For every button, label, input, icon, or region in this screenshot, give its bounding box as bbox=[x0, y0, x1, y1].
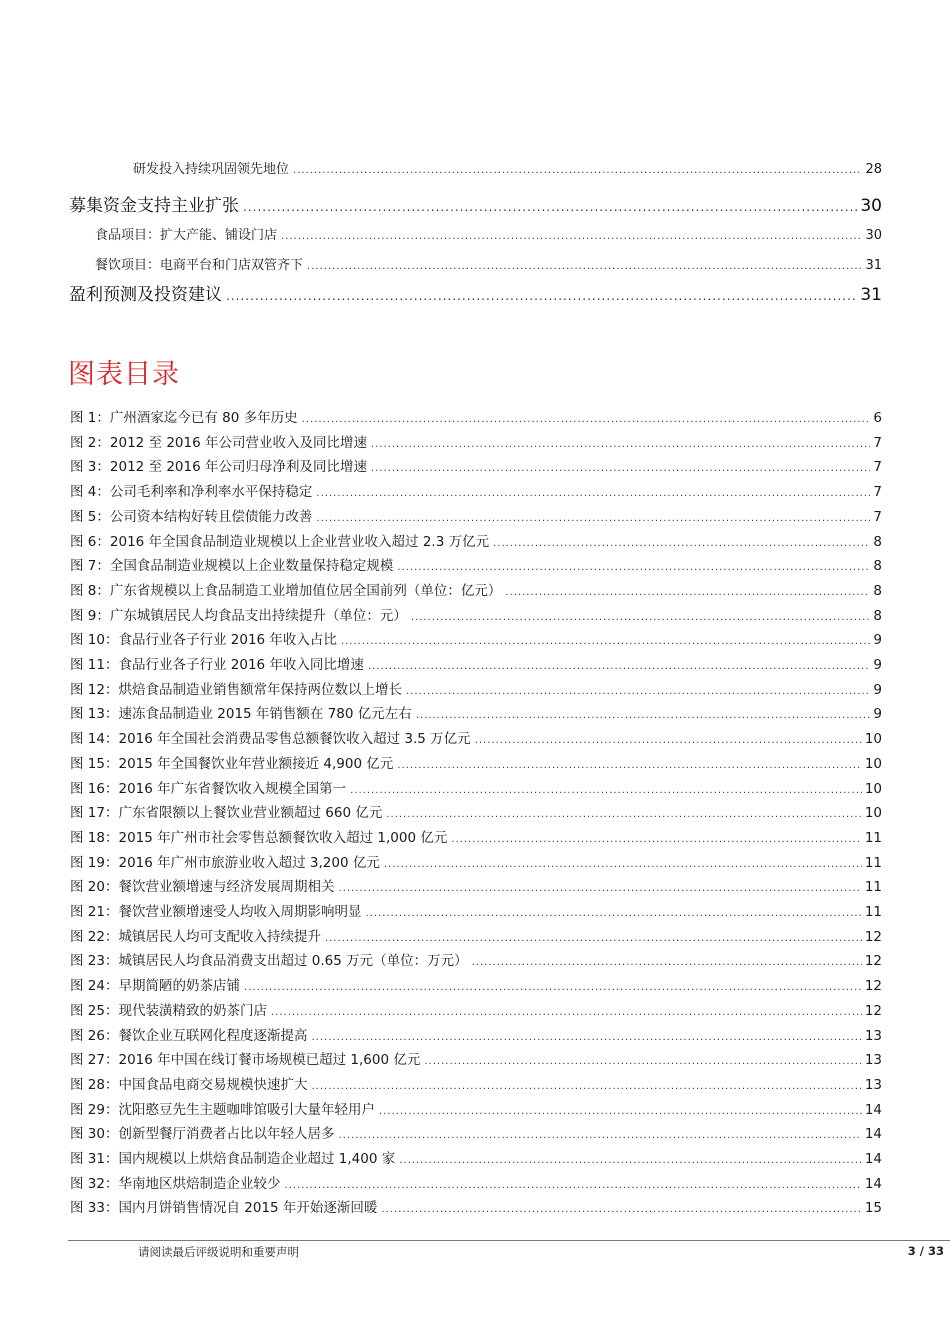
figure-page: 14 bbox=[864, 1175, 882, 1192]
figure-leader-dots bbox=[411, 608, 871, 628]
figure-page: 14 bbox=[864, 1151, 882, 1167]
toc-entry-title: 餐饮项目：电商平台和门店双管齐下 bbox=[95, 258, 304, 273]
toc-leader-dots bbox=[243, 195, 857, 219]
figure-label: 图 28： bbox=[70, 1076, 119, 1093]
figure-label: 图 32： bbox=[70, 1175, 119, 1192]
figure-entry[interactable] bbox=[70, 1198, 882, 1218]
figure-page: 12 bbox=[864, 1002, 882, 1019]
figure-entry[interactable] bbox=[70, 581, 882, 601]
figure-label: 图 31： bbox=[70, 1151, 119, 1167]
figure-title: 餐饮营业额增速与经济发展周期相关 bbox=[118, 879, 335, 896]
figure-label: 图 16： bbox=[70, 780, 119, 797]
figure-entry[interactable] bbox=[70, 779, 882, 799]
figure-title: 餐饮营业额增速受人均收入周期影响明显 bbox=[118, 904, 362, 920]
figure-label: 图 1： bbox=[70, 410, 110, 426]
toc-entry-fundraising[interactable] bbox=[69, 194, 882, 218]
figure-label: 图 19： bbox=[70, 854, 119, 871]
figure-page: 7 bbox=[873, 508, 882, 525]
figure-entry[interactable] bbox=[70, 1026, 882, 1046]
toc-entry-title: 盈利预测及投资建议 bbox=[69, 285, 222, 305]
figure-leader-dots bbox=[424, 1052, 861, 1072]
toc-entry-title: 募集资金支持主业扩张 bbox=[69, 196, 239, 216]
figure-leader-dots bbox=[371, 459, 870, 479]
figure-title: 2016 年全国社会消费品零售总额餐饮收入超过 3.5 万亿元 bbox=[118, 731, 471, 748]
figure-leader-dots bbox=[365, 904, 861, 924]
figure-entry[interactable] bbox=[70, 556, 882, 576]
figure-page: 9 bbox=[873, 681, 882, 698]
figure-title: 公司资本结构好转且偿债能力改善 bbox=[109, 508, 313, 525]
figure-label: 图 12： bbox=[70, 681, 119, 698]
figure-page: 13 bbox=[864, 1027, 882, 1044]
figure-page: 15 bbox=[864, 1200, 882, 1217]
toc-leader-dots bbox=[307, 257, 862, 277]
figure-leader-dots bbox=[338, 879, 861, 899]
figure-label: 图 33： bbox=[70, 1200, 119, 1217]
toc-entry-page: 30 bbox=[865, 228, 882, 243]
figure-page: 9 bbox=[873, 706, 882, 723]
figure-title: 烘焙食品制造业销售额常年保持两位数以上增长 bbox=[118, 681, 402, 698]
figure-title: 2016 年中国在线订餐市场规模已超过 1,600 亿元 bbox=[118, 1052, 421, 1069]
figure-title: 广东省限额以上餐饮业营业额超过 660 亿元 bbox=[118, 805, 383, 822]
figure-leader-dots bbox=[397, 756, 861, 776]
figure-label: 图 8： bbox=[70, 582, 110, 599]
figure-title: 沈阳憨豆先生主题咖啡馆吸引大量年轻用户 bbox=[118, 1101, 375, 1118]
figure-page: 10 bbox=[864, 755, 882, 772]
figure-page: 10 bbox=[864, 780, 882, 797]
figure-title: 食品行业各子行业 2016 年收入同比增速 bbox=[118, 657, 364, 673]
figure-page: 8 bbox=[873, 558, 882, 575]
figure-leader-dots bbox=[284, 1176, 861, 1196]
figure-label: 图 15： bbox=[70, 755, 119, 772]
figure-entry[interactable] bbox=[70, 482, 882, 502]
figure-label: 图 6： bbox=[70, 533, 110, 550]
figure-title: 公司毛利率和净利率水平保持稳定 bbox=[109, 484, 313, 501]
figure-entry[interactable] bbox=[70, 1149, 882, 1169]
figure-leader-dots bbox=[341, 632, 870, 652]
figure-label: 图 5： bbox=[70, 508, 110, 525]
figure-label: 图 17： bbox=[70, 805, 119, 822]
figure-page: 8 bbox=[873, 582, 882, 599]
footer-divider bbox=[68, 1240, 950, 1241]
toc-entry-page: 28 bbox=[865, 162, 882, 177]
figure-label: 图 11： bbox=[70, 657, 119, 673]
figure-leader-dots bbox=[271, 1003, 862, 1023]
figure-label: 图 2： bbox=[70, 434, 110, 451]
figure-label: 图 27： bbox=[70, 1052, 119, 1069]
figure-page: 12 bbox=[864, 928, 882, 945]
figures-heading: 图表目录 bbox=[68, 359, 180, 390]
figure-leader-dots bbox=[371, 435, 870, 455]
figure-entry[interactable] bbox=[70, 1075, 882, 1095]
figure-leader-dots bbox=[399, 1151, 862, 1171]
toc-leader-dots bbox=[226, 284, 857, 308]
footer-disclaimer: 请阅读最后评级说明和重要声明 bbox=[138, 1245, 299, 1259]
figure-label: 图 4： bbox=[70, 484, 110, 501]
figure-leader-dots bbox=[368, 657, 870, 677]
figure-page: 8 bbox=[873, 607, 882, 624]
figure-leader-dots bbox=[505, 583, 870, 603]
figure-title: 广东城镇居民人均食品支出持续提升（单位：元） bbox=[109, 607, 407, 624]
figure-title: 食品行业各子行业 2016 年收入占比 bbox=[118, 632, 337, 649]
figure-label: 图 23： bbox=[70, 953, 119, 970]
figure-leader-dots bbox=[406, 682, 870, 702]
figure-entry[interactable] bbox=[70, 877, 882, 897]
figure-entry[interactable] bbox=[70, 951, 882, 971]
figure-page: 13 bbox=[864, 1052, 882, 1069]
figure-title: 2015 年全国餐饮业年营业额接近 4,900 亿元 bbox=[118, 755, 394, 772]
figure-page: 8 bbox=[873, 533, 882, 550]
figure-label: 图 9： bbox=[70, 607, 110, 624]
figure-title: 中国食品电商交易规模快速扩大 bbox=[118, 1076, 308, 1093]
figure-label: 图 3： bbox=[70, 459, 110, 476]
figure-entry[interactable] bbox=[70, 457, 882, 477]
figure-title: 2015 年广州市社会零售总额餐饮收入超过 1,000 亿元 bbox=[118, 829, 448, 846]
footer-page-number: 3 / 33 bbox=[907, 1244, 944, 1258]
figure-leader-dots bbox=[386, 805, 861, 825]
figure-label: 图 21： bbox=[70, 904, 119, 920]
figure-entry[interactable] bbox=[70, 729, 882, 749]
figure-title: 城镇居民人均食品消费支出超过 0.65 万元（单位：万元） bbox=[118, 953, 468, 970]
figure-leader-dots bbox=[451, 830, 861, 850]
figure-label: 图 29： bbox=[70, 1101, 119, 1118]
figure-label: 图 20： bbox=[70, 879, 119, 896]
figure-title: 创新型餐厅消费者占比以年轻人居多 bbox=[118, 1126, 335, 1143]
figure-title: 2012 至 2016 年公司营业收入及同比增速 bbox=[109, 434, 367, 451]
figure-page: 10 bbox=[864, 805, 882, 822]
figure-title: 国内月饼销售情况自 2015 年开始逐渐回暖 bbox=[118, 1200, 378, 1217]
figure-page: 14 bbox=[864, 1101, 882, 1118]
figure-entry[interactable] bbox=[70, 853, 882, 873]
figure-page: 11 bbox=[864, 854, 882, 871]
figure-title: 2016 年全国食品制造业规模以上企业营业收入超过 2.3 万亿元 bbox=[109, 533, 490, 550]
figure-entry[interactable] bbox=[70, 1001, 882, 1021]
figure-label: 图 14： bbox=[70, 731, 119, 748]
figure-entry[interactable] bbox=[70, 902, 882, 922]
toc-entry-page: 30 bbox=[860, 196, 882, 216]
figure-title: 广州酒家迄今已有 80 多年历史 bbox=[109, 410, 298, 426]
figure-page: 12 bbox=[864, 978, 882, 995]
figure-entry[interactable] bbox=[70, 803, 882, 823]
figure-entry[interactable] bbox=[70, 1100, 882, 1120]
figure-page: 9 bbox=[873, 632, 882, 649]
figure-label: 图 22： bbox=[70, 928, 119, 945]
figure-title: 速冻食品制造业 2015 年销售额在 780 亿元左右 bbox=[118, 706, 412, 723]
toc-entry-title: 食品项目：扩大产能、铺设门店 bbox=[95, 228, 278, 243]
figure-page: 7 bbox=[873, 434, 882, 451]
figure-entry[interactable] bbox=[70, 680, 882, 700]
figure-label: 图 25： bbox=[70, 1002, 119, 1019]
figure-label: 图 13： bbox=[70, 706, 119, 723]
figure-leader-dots bbox=[493, 534, 870, 554]
figure-leader-dots bbox=[475, 731, 862, 751]
figure-entry[interactable] bbox=[70, 606, 882, 626]
figure-page: 9 bbox=[873, 657, 882, 673]
figure-title: 2012 至 2016 年公司归母净利及同比增速 bbox=[109, 459, 367, 476]
figure-leader-dots bbox=[244, 978, 862, 998]
figure-entry[interactable] bbox=[70, 828, 882, 848]
figure-page: 11 bbox=[864, 904, 882, 920]
figure-title: 2016 年广州市旅游业收入超过 3,200 亿元 bbox=[118, 854, 380, 871]
figure-leader-dots bbox=[384, 855, 862, 875]
figure-page: 10 bbox=[864, 731, 882, 748]
figure-title: 国内规模以上烘焙食品制造企业超过 1,400 家 bbox=[118, 1151, 396, 1167]
figure-leader-dots bbox=[316, 484, 870, 504]
figure-label: 图 7： bbox=[70, 558, 110, 575]
figure-page: 14 bbox=[864, 1126, 882, 1143]
figure-title: 2016 年广东省餐饮收入规模全国第一 bbox=[118, 780, 347, 797]
figure-leader-dots bbox=[316, 509, 870, 529]
figure-title: 广东省规模以上食品制造工业增加值位居全国前列（单位：亿元） bbox=[109, 582, 502, 599]
figure-page: 7 bbox=[873, 459, 882, 476]
toc-entry-title: 研发投入持续巩固领先地位 bbox=[133, 162, 290, 177]
figure-leader-dots bbox=[397, 558, 870, 578]
figure-entry[interactable] bbox=[70, 532, 882, 552]
toc-leader-dots bbox=[281, 227, 862, 247]
figure-leader-dots bbox=[325, 929, 862, 949]
figure-label: 图 18： bbox=[70, 829, 119, 846]
figure-leader-dots bbox=[379, 1102, 862, 1122]
figure-page: 11 bbox=[864, 829, 882, 846]
toc-entry-rd[interactable] bbox=[133, 160, 882, 180]
figure-entry[interactable] bbox=[70, 655, 882, 675]
figure-page: 7 bbox=[873, 484, 882, 501]
toc-entry-page: 31 bbox=[865, 258, 882, 273]
figure-entry[interactable] bbox=[70, 976, 882, 996]
figure-leader-dots bbox=[381, 1200, 861, 1220]
figure-entry[interactable] bbox=[70, 507, 882, 527]
figure-leader-dots bbox=[311, 1028, 861, 1048]
figure-entry[interactable] bbox=[70, 630, 882, 650]
figure-label: 图 26： bbox=[70, 1027, 119, 1044]
figure-entry[interactable] bbox=[70, 927, 882, 947]
figure-label: 图 10： bbox=[70, 632, 119, 649]
figure-leader-dots bbox=[416, 706, 871, 726]
figure-page: 13 bbox=[864, 1076, 882, 1093]
figure-page: 6 bbox=[873, 410, 882, 426]
figure-entry[interactable] bbox=[70, 1124, 882, 1144]
toc-entry-catering-project[interactable] bbox=[95, 256, 882, 276]
figure-title: 餐饮企业互联网化程度逐渐提高 bbox=[118, 1027, 308, 1044]
figure-leader-dots bbox=[338, 1126, 861, 1146]
figure-entry[interactable] bbox=[70, 754, 882, 774]
toc-entry-page: 31 bbox=[860, 285, 882, 305]
figure-entry[interactable] bbox=[70, 1050, 882, 1070]
toc-entry-food-project[interactable] bbox=[95, 226, 882, 246]
figure-entry[interactable] bbox=[70, 408, 882, 428]
figure-leader-dots bbox=[302, 410, 871, 430]
figure-leader-dots bbox=[350, 781, 862, 801]
figure-title: 现代装潢精致的奶茶门店 bbox=[118, 1002, 267, 1019]
figure-title: 华南地区烘焙制造企业较少 bbox=[118, 1175, 281, 1192]
figure-title: 城镇居民人均可支配收入持续提升 bbox=[118, 928, 321, 945]
figure-label: 图 24： bbox=[70, 978, 119, 995]
figure-title: 全国食品制造业规模以上企业数量保持稳定规模 bbox=[109, 558, 394, 575]
figure-label: 图 30： bbox=[70, 1126, 119, 1143]
toc-entry-forecast[interactable] bbox=[69, 283, 882, 307]
figure-entry[interactable] bbox=[70, 704, 882, 724]
figure-page: 11 bbox=[864, 879, 882, 896]
figure-title: 早期简陋的奶茶店铺 bbox=[118, 978, 240, 995]
figure-leader-dots bbox=[311, 1077, 861, 1097]
figure-leader-dots bbox=[472, 953, 862, 973]
toc-leader-dots bbox=[293, 161, 862, 181]
figure-page: 12 bbox=[864, 953, 882, 970]
figure-entry[interactable] bbox=[70, 433, 882, 453]
figure-entry[interactable] bbox=[70, 1174, 882, 1194]
